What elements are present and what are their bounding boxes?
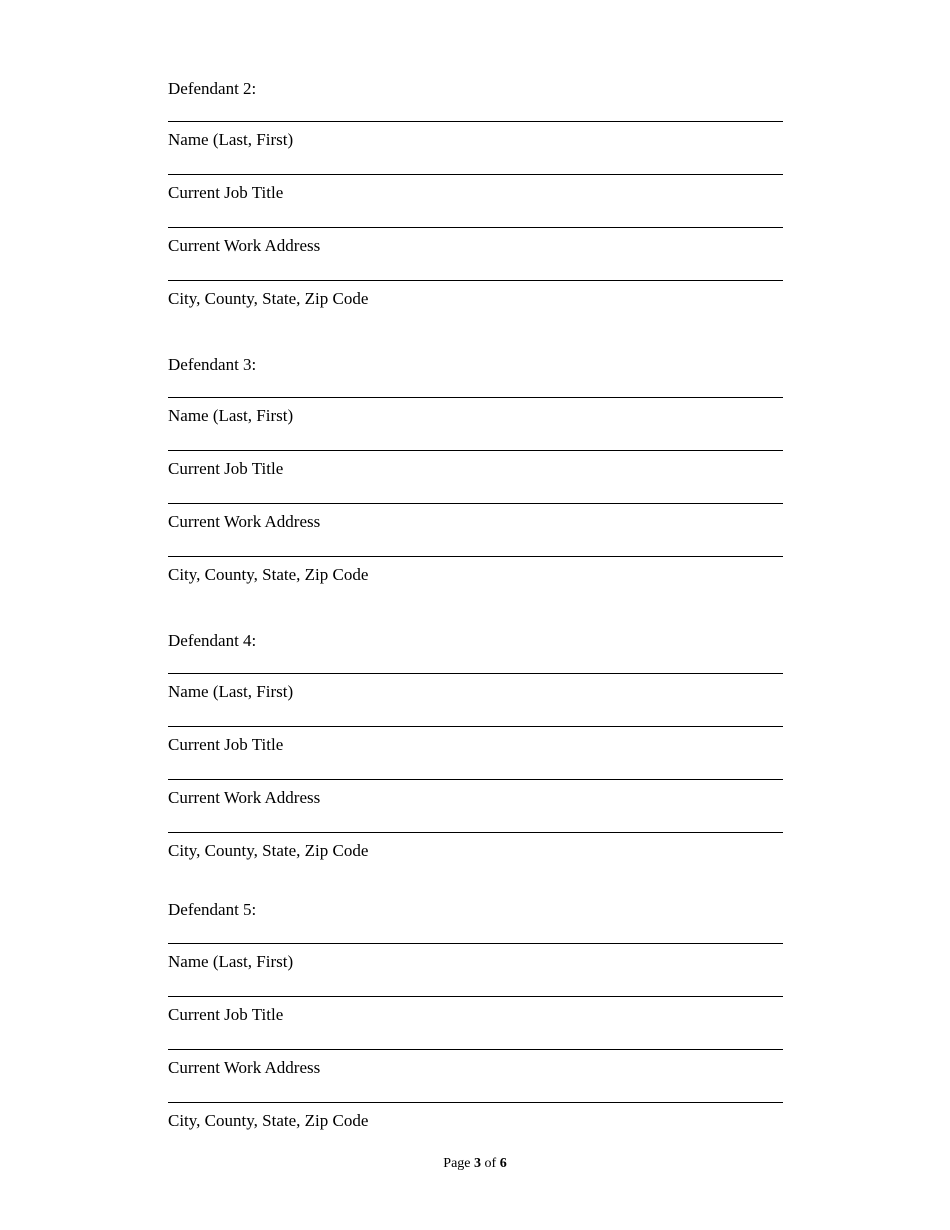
signature-line (168, 397, 783, 398)
page-word: Page (443, 1156, 471, 1171)
work-address-field[interactable] (168, 779, 783, 832)
field-label: City, County, State, Zip Code (168, 289, 369, 308)
city-county-state-zip-field[interactable] (168, 280, 783, 333)
signature-line (168, 996, 783, 997)
signature-line (168, 280, 783, 281)
field-label: City, County, State, Zip Code (168, 565, 369, 584)
signature-line (168, 779, 783, 780)
defendant-heading: Defendant 5: (168, 900, 257, 919)
city-county-state-zip-field[interactable] (168, 1102, 783, 1155)
name-field[interactable] (168, 943, 783, 996)
city-county-state-zip-field[interactable] (168, 556, 783, 609)
field-label: Current Job Title (168, 735, 284, 754)
name-field[interactable] (168, 397, 783, 450)
field-label: Current Job Title (168, 1005, 284, 1024)
defendant-heading: Defendant 3: (168, 355, 257, 374)
signature-line (168, 673, 783, 674)
signature-line (168, 1102, 783, 1103)
field-label: Name (Last, First) (168, 682, 294, 701)
work-address-field[interactable] (168, 227, 783, 280)
defendant-heading: Defendant 4: (168, 631, 257, 650)
work-address-field[interactable] (168, 1049, 783, 1102)
page-footer (0, 1155, 950, 1173)
field-label: Name (Last, First) (168, 130, 294, 149)
defendant-3-section (168, 355, 783, 609)
job-title-field[interactable] (168, 174, 783, 227)
name-field[interactable] (168, 121, 783, 174)
name-field[interactable] (168, 673, 783, 726)
defendant-4-section (168, 631, 783, 885)
job-title-field[interactable] (168, 726, 783, 779)
signature-line (168, 121, 783, 122)
field-label: City, County, State, Zip Code (168, 841, 369, 860)
field-label: Current Job Title (168, 183, 284, 202)
city-county-state-zip-field[interactable] (168, 832, 783, 885)
defendant-5-section (168, 900, 783, 1155)
signature-line (168, 174, 783, 175)
signature-line (168, 726, 783, 727)
signature-line (168, 943, 783, 944)
defendant-heading: Defendant 2: (168, 79, 257, 98)
field-label: Name (Last, First) (168, 952, 294, 971)
current-page-number: 3 (474, 1156, 482, 1171)
field-label: Current Work Address (168, 788, 321, 807)
work-address-field[interactable] (168, 503, 783, 556)
field-label: Current Work Address (168, 1058, 321, 1077)
signature-line (168, 227, 783, 228)
field-label: Current Work Address (168, 236, 321, 255)
field-label: Name (Last, First) (168, 406, 294, 425)
defendant-2-section (168, 79, 783, 333)
signature-line (168, 832, 783, 833)
field-label: Current Work Address (168, 512, 321, 531)
signature-line (168, 1049, 783, 1050)
signature-line (168, 503, 783, 504)
total-pages-number: 6 (499, 1156, 507, 1171)
signature-line (168, 556, 783, 557)
job-title-field[interactable] (168, 996, 783, 1049)
job-title-field[interactable] (168, 450, 783, 503)
field-label: Current Job Title (168, 459, 284, 478)
field-label: City, County, State, Zip Code (168, 1111, 369, 1130)
of-word: of (484, 1156, 497, 1171)
signature-line (168, 450, 783, 451)
